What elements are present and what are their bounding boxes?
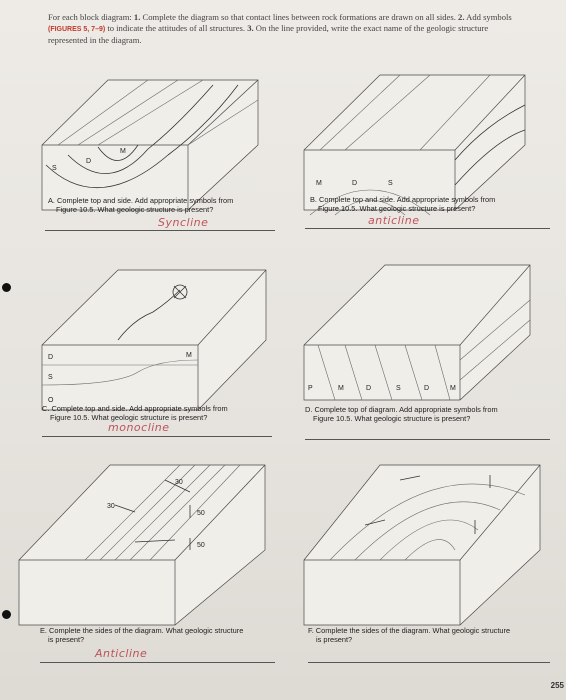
- panel-c-answer-line: [42, 436, 272, 437]
- label-d: D: [366, 385, 372, 392]
- label-o: O: [48, 397, 54, 404]
- instructions: For each block diagram: 1. Complete the diagram so that contact lines between rock formations are drawn on all sides. 2. Add symbols (FIGURES 5, 7–9) to indicate the attitudes of all structures. 3. On the line provided, write the exact name of the geologic structure represented in the diagram.: [48, 12, 512, 45]
- binder-hole-top: [2, 283, 11, 292]
- panel-b-diagram: [300, 45, 540, 195]
- panel-d-diagram: [300, 240, 540, 400]
- panel-f-diagram: [300, 450, 545, 620]
- block-diagram-e: [15, 450, 275, 620]
- label-m: M: [186, 352, 192, 359]
- block-diagram-c: [38, 240, 278, 404]
- panel-b-caption: B. Complete top and side. Add appropriate symbols from Figure 10.5. What geologic structure is present?: [310, 195, 496, 213]
- label-d: D: [48, 354, 54, 361]
- block-diagram-b: [300, 45, 540, 195]
- dip-label-2: 30: [107, 503, 115, 510]
- label-d2: D: [424, 385, 430, 392]
- figure-reference: (FIGURES 5, 7–9): [48, 26, 106, 33]
- panel-c-answer: monocline: [108, 421, 170, 434]
- panel-e-diagram: [15, 450, 275, 620]
- label-s: S: [388, 180, 393, 187]
- dip-label-4: 50: [197, 542, 205, 549]
- panel-d-answer-line: [305, 439, 550, 440]
- label-m: M: [316, 180, 322, 187]
- panel-a-answer-line: [45, 230, 275, 231]
- page-number: 255: [550, 681, 564, 690]
- panel-b-answer-line: [305, 228, 550, 229]
- label-s: S: [396, 385, 401, 392]
- panel-b-answer: anticline: [368, 214, 420, 227]
- label-s: S: [48, 374, 53, 381]
- block-diagram-f: [300, 450, 545, 620]
- dip-label-1: 30: [175, 479, 183, 486]
- panel-c-caption: C. Complete top and side. Add appropriate symbols from Figure 10.5. What geologic structure is present?: [42, 404, 228, 422]
- label-m: M: [120, 148, 126, 155]
- panel-a-diagram: [38, 45, 278, 195]
- panel-f-caption: F. Complete the sides of the diagram. What geologic structure is present?: [308, 626, 511, 644]
- panel-c-diagram: [38, 240, 278, 404]
- block-diagram-a: [38, 45, 278, 195]
- panel-e-answer-line: [40, 662, 275, 663]
- label-s: S: [52, 165, 57, 172]
- label-p: P: [308, 385, 313, 392]
- panel-e-caption: E. Complete the sides of the diagram. What geologic structure is present?: [40, 626, 244, 644]
- block-diagram-d: [300, 240, 540, 400]
- binder-hole-bottom: [2, 610, 11, 619]
- label-d: D: [352, 180, 358, 187]
- label-d: D: [86, 158, 92, 165]
- panel-a-answer: Syncline: [158, 216, 209, 229]
- label-m: M: [338, 385, 344, 392]
- panel-a-caption: A. Complete top and side. Add appropriate symbols from Figure 10.5. What geologic structure is present?: [48, 196, 234, 214]
- panel-e-answer: Anticline: [95, 647, 148, 660]
- panel-f-answer-line: [308, 662, 550, 663]
- dip-label-3: 50: [197, 510, 205, 517]
- panel-d-caption: D. Complete top of diagram. Add appropriate symbols from Figure 10.5. What geologic structure is present?: [305, 405, 498, 423]
- label-m2: M: [450, 385, 456, 392]
